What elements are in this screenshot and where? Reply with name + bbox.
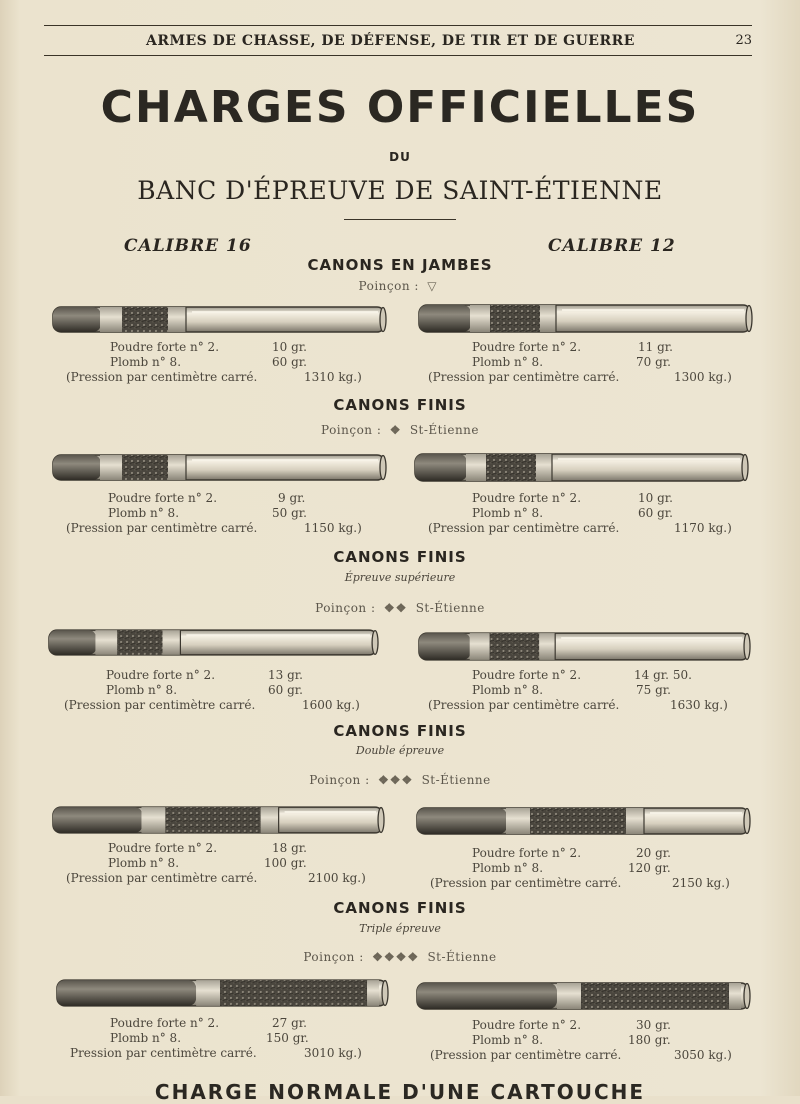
shot-label: Plomb n° 8. bbox=[472, 861, 544, 875]
powder-value: 30 gr. bbox=[636, 1018, 671, 1032]
section-subtitle: Épreuve supérieure bbox=[344, 571, 456, 584]
pressure-label: (Pression par centimètre carré. bbox=[430, 876, 622, 890]
powder-label: Poudre forte n° 2. bbox=[108, 841, 218, 855]
shot-label: Plomb n° 8. bbox=[472, 683, 544, 697]
shot-value: 60 gr. bbox=[272, 355, 307, 369]
charge-left bbox=[66, 841, 386, 886]
top-rule bbox=[44, 25, 752, 26]
charge-right bbox=[430, 846, 750, 891]
page-title: CHARGES OFFICIELLES bbox=[100, 82, 700, 133]
poincon-label: Poinçon : bbox=[315, 601, 376, 615]
shot-value: 75 gr. bbox=[636, 683, 671, 697]
shot-label: Plomb n° 8. bbox=[472, 506, 544, 520]
pressure-value: 3010 kg.) bbox=[304, 1046, 362, 1060]
powder-value: 27 gr. bbox=[272, 1016, 307, 1030]
section-subtitle: Double épreuve bbox=[355, 744, 445, 757]
charge-right bbox=[428, 491, 748, 536]
pressure-value: 3050 kg.) bbox=[674, 1048, 732, 1062]
calibre-left-heading: CALIBRE 16 bbox=[124, 236, 252, 256]
barrel-calibre-12 bbox=[414, 452, 750, 482]
poincon-label: Poinçon : bbox=[303, 950, 364, 964]
powder-label: Poudre forte n° 2. bbox=[108, 491, 218, 505]
powder-value: 13 gr. bbox=[268, 668, 303, 682]
powder-value: 11 gr. bbox=[638, 340, 673, 354]
next-section-heading: CHARGE NORMALE D'UNE CARTOUCHE bbox=[154, 1080, 646, 1104]
title-connector: DU bbox=[389, 150, 411, 164]
proof-mark-icon: ❖❖❖ bbox=[377, 773, 414, 787]
title-rule bbox=[344, 219, 456, 220]
pressure-label: (Pression par centimètre carré. bbox=[428, 370, 620, 384]
shot-label: Plomb n° 8. bbox=[110, 1031, 182, 1045]
barrel-calibre-12 bbox=[416, 979, 752, 1013]
shot-value: 120 gr. bbox=[628, 861, 671, 875]
barrel-calibre-16 bbox=[52, 305, 388, 333]
powder-value: 10 gr. bbox=[272, 340, 307, 354]
shot-value: 70 gr. bbox=[636, 355, 671, 369]
poincon-label: Poinçon : bbox=[309, 773, 370, 787]
header-rule bbox=[44, 55, 752, 56]
pressure-value: 1630 kg.) bbox=[670, 698, 728, 712]
poincon-line bbox=[0, 773, 800, 787]
section-subtitle: Triple épreuve bbox=[359, 922, 441, 935]
pressure-value: 1600 kg.) bbox=[302, 698, 360, 712]
pressure-label: Pression par centimètre carré. bbox=[70, 1046, 257, 1060]
poincon-label: Poinçon : bbox=[358, 279, 419, 293]
shot-value: 50 gr. bbox=[272, 506, 307, 520]
shot-value: 60 gr. bbox=[268, 683, 303, 697]
pressure-label: (Pression par centimètre carré. bbox=[428, 521, 620, 535]
shot-label: Plomb n° 8. bbox=[108, 506, 180, 520]
charge-left bbox=[66, 491, 386, 536]
shot-value: 150 gr. bbox=[266, 1031, 309, 1045]
pressure-value: 1170 kg.) bbox=[674, 521, 732, 535]
poincon-line bbox=[0, 950, 800, 964]
shot-value: 100 gr. bbox=[264, 856, 307, 870]
proof-mark-icon: ❖❖ bbox=[383, 601, 408, 615]
poincon-place: St-Étienne bbox=[409, 423, 480, 437]
charge-right bbox=[428, 340, 748, 385]
poincon-place: St-Étienne bbox=[415, 601, 485, 615]
poincon-line bbox=[0, 423, 800, 437]
section-title: CANONS FINIS bbox=[333, 548, 467, 566]
powder-label: Poudre forte n° 2. bbox=[472, 491, 582, 505]
section-title: CANONS FINIS bbox=[333, 899, 467, 917]
powder-value: 20 gr. bbox=[636, 846, 671, 860]
pressure-value: 2150 kg.) bbox=[672, 876, 730, 890]
calibre-right-heading: CALIBRE 12 bbox=[548, 236, 676, 256]
powder-label: Poudre forte n° 2. bbox=[472, 340, 582, 354]
page-number: 23 bbox=[735, 33, 752, 48]
pressure-label: (Pression par centimètre carré. bbox=[64, 698, 256, 712]
shot-label: Plomb n° 8. bbox=[108, 856, 180, 870]
powder-label: Poudre forte n° 2. bbox=[472, 668, 582, 682]
proof-mark-icon: ▽ bbox=[427, 279, 438, 293]
barrel-calibre-16 bbox=[56, 977, 390, 1009]
pressure-label: (Pression par centimètre carré. bbox=[66, 370, 258, 384]
pressure-value: 2100 kg.) bbox=[308, 871, 366, 885]
proof-mark-icon: ❖❖❖❖ bbox=[372, 950, 420, 964]
barrel-calibre-12 bbox=[416, 805, 752, 837]
barrel-calibre-16 bbox=[52, 805, 386, 835]
shot-label: Plomb n° 8. bbox=[472, 1033, 544, 1047]
poincon-label: Poinçon : bbox=[320, 423, 382, 437]
shot-label: Plomb n° 8. bbox=[110, 355, 182, 369]
poincon-line bbox=[0, 279, 800, 293]
charge-left bbox=[70, 1016, 390, 1061]
poincon-line bbox=[0, 601, 800, 615]
pressure-label: (Pression par centimètre carré. bbox=[430, 1048, 622, 1062]
powder-label: Poudre forte n° 2. bbox=[106, 668, 216, 682]
proof-mark-icon: ❖ bbox=[389, 423, 402, 437]
powder-value: 10 gr. bbox=[638, 491, 673, 505]
charge-left bbox=[66, 340, 386, 385]
pressure-label: (Pression par centimètre carré. bbox=[428, 698, 620, 712]
pressure-value: 1300 kg.) bbox=[674, 370, 732, 384]
powder-value: 18 gr. bbox=[272, 841, 307, 855]
powder-value: 9 gr. bbox=[278, 491, 306, 505]
poincon-place: St-Étienne bbox=[421, 773, 491, 787]
shot-label: Plomb n° 8. bbox=[472, 355, 544, 369]
running-title: ARMES DE CHASSE, DE DÉFENSE, DE TIR ET DE GUERRE bbox=[146, 33, 635, 49]
powder-value: 14 gr. 50. bbox=[634, 668, 692, 682]
barrel-calibre-12 bbox=[418, 303, 754, 333]
shot-value: 60 gr. bbox=[638, 506, 673, 520]
barrel-calibre-12 bbox=[418, 630, 752, 662]
barrel-calibre-16 bbox=[52, 453, 388, 483]
pressure-value: 1310 kg.) bbox=[304, 370, 362, 384]
powder-label: Poudre forte n° 2. bbox=[472, 1018, 582, 1032]
poincon-place: St-Étienne bbox=[427, 950, 497, 964]
powder-label: Poudre forte n° 2. bbox=[472, 846, 582, 860]
section-title: CANONS FINIS bbox=[333, 722, 467, 740]
pressure-label: (Pression par centimètre carré. bbox=[66, 871, 258, 885]
section-title: CANONS EN JAMBES bbox=[307, 256, 493, 274]
shot-value: 180 gr. bbox=[628, 1033, 671, 1047]
pressure-label: (Pression par centimètre carré. bbox=[66, 521, 258, 535]
powder-label: Poudre forte n° 2. bbox=[110, 340, 220, 354]
charge-left bbox=[64, 668, 384, 713]
charge-right bbox=[428, 668, 748, 713]
charge-right bbox=[430, 1018, 750, 1063]
powder-label: Poudre forte n° 2. bbox=[110, 1016, 220, 1030]
pressure-value: 1150 kg.) bbox=[304, 521, 362, 535]
barrel-calibre-16 bbox=[48, 628, 380, 658]
page-subtitle: BANC D'ÉPREUVE DE SAINT-ÉTIENNE bbox=[137, 176, 663, 205]
shot-label: Plomb n° 8. bbox=[106, 683, 178, 697]
section-title: CANONS FINIS bbox=[333, 396, 467, 414]
